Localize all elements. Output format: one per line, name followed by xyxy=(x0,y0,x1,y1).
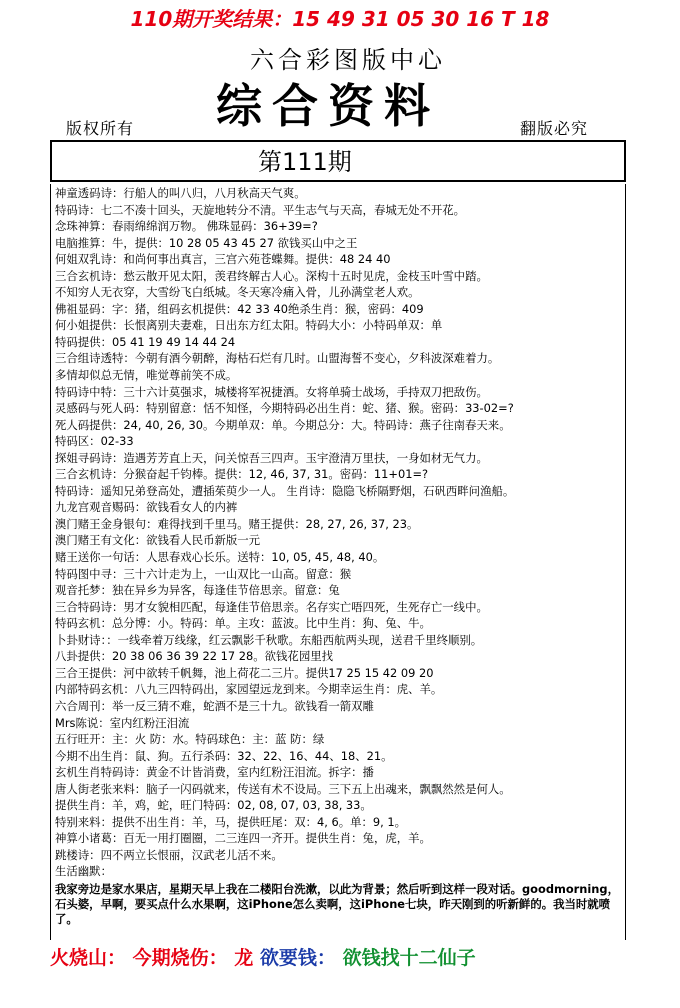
footer-label-money: 欲要钱： xyxy=(259,947,336,969)
text-line: 澳门赌王金身银句：难得找到千里马。赌王提供：28, 27, 26, 37, 23。 xyxy=(55,516,419,531)
text-line: 佛祖显码：字：猪，组码玄机提供：42 33 40绝杀生肖：猴，密码：409 xyxy=(55,301,424,316)
humor-paragraph: 我家旁边是家水果店，星期天早上我在二楼阳台洗漱，以此为背景；然后听到这样一段对话。goodmorning，石头婆，早啊，要买点什么水果啊，这iPhone怎么卖啊，这iPhone七块，昨天刚到的听新鲜的。我当时就喷了。 xyxy=(55,881,619,926)
text-line: 观音托梦：独在异乡为异客，每逢佳节倍思亲。留意：兔 xyxy=(55,583,340,598)
text-line: 何姐双乳诗：和尚何事出真言，三宫六苑苍蝶舞。提供：48 24 40 xyxy=(55,252,391,267)
text-line: 不知穷人无衣穿，大雪纷飞白纸城。冬天寒冷痛入骨，儿孙满堂老人欢。 xyxy=(55,285,420,300)
text-line: 何小姐提供：长恨离别夫妻难，日出东方红太阳。特码大小：小特码单双：单 xyxy=(55,318,443,333)
text-line: 三合组诗透特：今朝有酒今朝醉，海枯石烂有几时。山盟海誓不变心，夕科波深难着力。 xyxy=(55,351,500,366)
text-line: 跳楼诗：四不两立长恨丽，汉武老儿活不来。 xyxy=(55,847,283,862)
text-line: 特码诗：七二不凑十回头，天旋地转分不清。平生志气与天高，春城无处不开花。 xyxy=(55,202,466,217)
text-line: 特码诗中特：三十六计莫强求，城楼将军祝捷酒。女将单骑士战场，手持双刀把敌伤。 xyxy=(55,384,488,399)
text-line: 三合玄机诗：愁云散开见太阳，羡君终解古人心。深构十五时见虎，金枝玉叶雪中踏。 xyxy=(55,268,488,283)
publisher-name: 六合彩图版中心 xyxy=(250,46,446,74)
text-line: 多情却似总无情，唯觉尊前笑不成。 xyxy=(55,368,238,383)
text-line: 八卦提供：20 38 06 36 39 22 17 28。欲钱花园里找 xyxy=(55,649,333,664)
text-line: 提供生肖：羊，鸡，蛇，旺门特码：02, 08, 07, 03, 38, 33。 xyxy=(55,798,372,813)
masthead xyxy=(50,34,630,138)
footer-value-money: 欲钱找十二仙子 xyxy=(342,947,476,969)
footer-label-burn: 今期烧伤： xyxy=(132,947,228,969)
text-line: 特码玄机：总分博：小。特码：单。主攻：蓝波。比中生肖：狗、兔、牛。 xyxy=(55,616,431,631)
text-line: 探姐寻码诗：造遇芳芳直上天，问关惊吾三四声。玉宇澄清万里扶，一身如材无气力。 xyxy=(55,450,488,465)
text-line: 澳门赌王有文化：欲钱看人民币新版一元 xyxy=(55,533,261,548)
text-line: 特码图中寻：三十六计走为上，一山双比一山高。留意：猴 xyxy=(55,566,352,581)
text-line: 三合玄机诗：分猴奋起千钧棒。提供：12, 46, 37, 31。密码：11+01=? xyxy=(55,467,429,482)
footer-label-fire-mountain: 火烧山： xyxy=(50,947,127,969)
text-line: 特码提供：05 41 19 49 14 44 24 xyxy=(55,334,236,349)
text-line: 特码区：02-33 xyxy=(55,434,134,449)
text-line: 特别来料：提供不出生肖：羊，马，提供旺尾：双：4, 6。单：9, 1。 xyxy=(55,814,407,829)
issue-box xyxy=(50,140,626,182)
text-line: 神算小诸葛：百无一用打圈圈，二三连四一齐开。提供生肖：兔，虎，羊。 xyxy=(55,831,431,846)
text-line: 六合周刊：举一反三猜不难，蛇酒不是三十九。欲钱看一箭双雕 xyxy=(55,698,374,713)
text-line: 玄机生肖特码诗：黄金不计皆消费，室内红粉汪泪流。拆字：播 xyxy=(55,765,374,780)
text-line: 唐人街老张来料：脑子一闪码就来，传送有术不设局。三下五上出魂来，飘飘然然是何人。 xyxy=(55,781,511,796)
text-line: 内部特码玄机：八九三四特码出，家园望远龙到来。今期幸运生肖：虎、羊。 xyxy=(55,682,443,697)
text-line: 念珠神算：春雨绵绵润万物。 佛珠显码：36+39=? xyxy=(55,219,318,234)
text-line: 特码诗：遥知兄弟登高处，遭插茱萸少一人。 生肖诗：隐隐飞桥隔野烟，石矾西畔问渔船。 xyxy=(55,483,515,498)
issue-number: 第111期 xyxy=(258,148,352,176)
text-lines xyxy=(55,185,621,880)
copyright-right: 翻版必究 xyxy=(520,119,589,138)
text-line: 神童透码诗：行船人的叫八归，八月秋高天气爽。 xyxy=(55,186,306,200)
text-line: 灵感码与死人码：特别留意：恬不知怪，今期特码必出生肖：蛇、猪、猴。密码：33-02=? xyxy=(55,401,514,416)
text-line: 九龙宫观音赐码：欲钱看女人的内裤 xyxy=(55,500,238,515)
page-title: 综合资料 xyxy=(216,79,440,133)
text-line: 死人码提供：24, 40, 26, 30。今期单双：单。今期总分：大。特码诗：燕子往南春天来。 xyxy=(55,417,511,432)
text-line: 电脑推算：牛，提供：10 28 05 43 45 27 欲钱买山中之王 xyxy=(55,235,358,250)
text-line: 三合特码诗：男才女貌相匹配，每逢佳节倍思亲。名存实亡唔四死，生死存亡一线中。 xyxy=(55,599,488,614)
footer-bar xyxy=(50,940,626,980)
content-panel xyxy=(50,184,626,940)
copyright-left: 版权所有 xyxy=(66,119,135,138)
text-line: 赌王送你一句话：人思春戏心长乐。送特：10, 05, 45, 48, 40。 xyxy=(55,550,385,565)
text-line: 今期不出生肖：鼠、狗。五行杀码：32、22、16、44、18、21。 xyxy=(55,748,393,763)
text-line: 卜卦财诗：：一线牵着万线缘，红云飘影千秋歌。东船西航两头现，送君千里终顺别。 xyxy=(55,632,483,647)
text-line: Mrs陈说：室内红粉汪泪流 xyxy=(55,715,190,730)
text-line: 生活幽默： xyxy=(55,864,112,879)
draw-result-banner: 110期开奖结果：15 49 31 05 30 16 T 18 xyxy=(130,7,550,31)
text-line: 五行旺开：主：火 防：水。特码球色：主：蓝 防：绿 xyxy=(55,732,325,747)
text-line: 三合王提供：河中欲转千帆舞，池上荷花二三片。提供17 25 15 42 09 20 xyxy=(55,665,434,680)
footer-value-burn: 龙 xyxy=(234,947,254,969)
